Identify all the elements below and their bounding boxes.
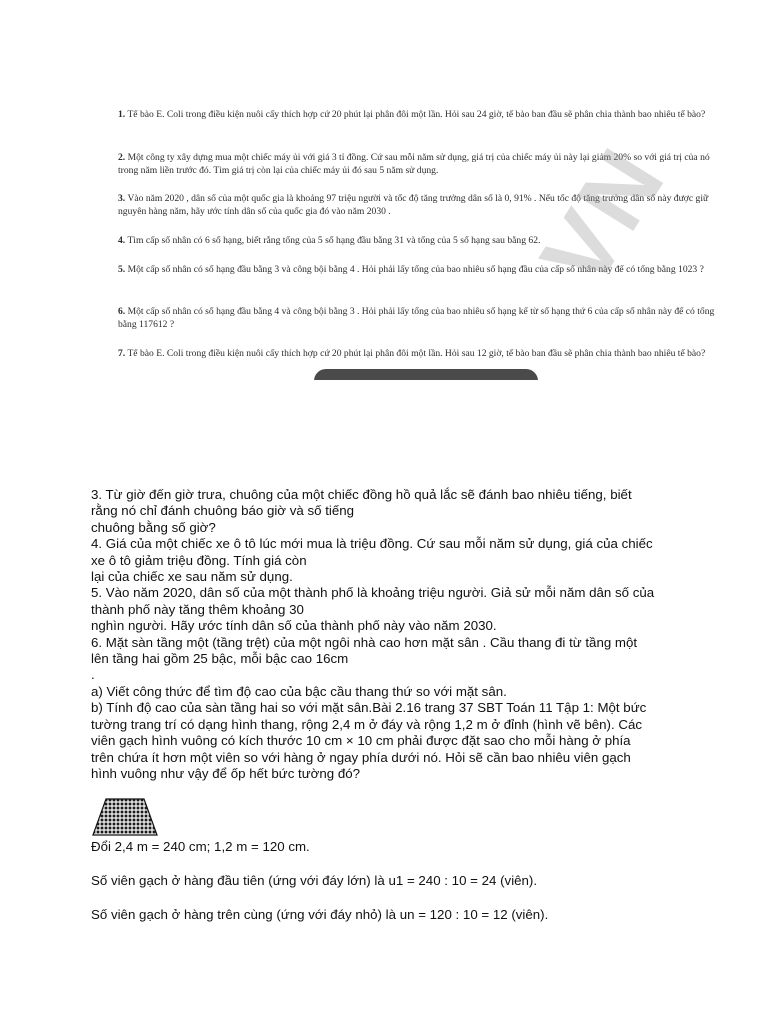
scan-exercise-number: 3.: [118, 193, 126, 204]
scan-exercise-5: [118, 263, 728, 276]
solution-first-row-count: Số viên gạch ở hàng đầu tiên (ứng với đáy lớn) là u1 = 240 : 10 = 24 (viên).: [91, 873, 538, 888]
scan-exercise-1: [118, 108, 728, 121]
paragraph-exercise-4: 4. Giá của một chiếc xe ô tô lúc mới mua là triệu đồng. Cứ sau mỗi năm sử dụng, giá của chiếc xe ô tô giảm triệu đồng. Tính giá còn lại của chiếc xe sau năm sử dụng.: [91, 536, 653, 585]
paragraph-exercise-6: 6. Mặt sàn tầng một (tầng trệt) của một ngôi nhà cao hơn mặt sân . Cầu thang đi từ tầng một lên tầng hai gồm 25 bậc, mỗi bậc cao 16cm .: [91, 634, 638, 683]
scan-exercise-number: 4.: [118, 235, 126, 246]
scan-exercise-text: Tìm cấp số nhân có 6 số hạng, biết rằng tổng của 5 số hạng đầu bằng 31 và tổng của 5 số hạng sau bằng 62.: [127, 235, 541, 246]
solution-unit-conversion: Đổi 2,4 m = 240 cm; 1,2 m = 120 cm.: [91, 839, 310, 854]
scan-exercise-number: 1.: [118, 109, 126, 120]
scan-exercise-number: 2.: [118, 152, 126, 163]
scan-exercise-2: [118, 151, 728, 177]
scan-exercise-text: Tế bào E. Coli trong điều kiện nuôi cấy thích hợp cứ 20 phút lại phân đôi một lần. Hỏi sau 12 giờ, tế bào ban đầu sẽ phân chia thành bao nhiêu tế bào?: [127, 348, 706, 359]
paragraph-exercise-5: 5. Vào năm 2020, dân số của một thành phố là khoảng triệu người. Giả sử mỗi năm dân số của thành phố này tăng thêm khoảng 30 nghìn người. Hãy ước tính dân số của thành phố này vào năm 2030.: [91, 585, 655, 634]
trapezoid-tile-wall-figure: [92, 798, 158, 836]
scan-exercise-number: 6.: [118, 306, 126, 317]
solution-top-row-count: Số viên gạch ở hàng trên cùng (ứng với đáy nhỏ) là un = 120 : 10 = 12 (viên).: [91, 907, 549, 922]
image-overlay-bar: [314, 369, 538, 380]
scan-exercise-7: [118, 347, 728, 360]
paragraph-exercise-3: 3. Từ giờ đến giờ trưa, chuông của một chiếc đồng hồ quả lắc sẽ đánh bao nhiêu tiếng, biết rằng nó chỉ đánh chuông báo giờ và số tiếng chuông bằng số giờ?: [91, 487, 632, 535]
scanned-exercise-image: [100, 98, 728, 380]
scan-exercise-text: Một cấp số nhân có số hạng đầu bằng 4 và công bội bằng 3 . Hỏi phải lấy tổng của bao nhiêu số hạng kể từ số hạng thứ 6 của cấp số nhân này để có tổng bằng 117612 ?: [118, 306, 715, 330]
paragraph-part-a: a) Viết công thức để tìm độ cao của bậc cầu thang thứ so với mặt sân.: [91, 683, 507, 699]
scan-exercise-6: [118, 305, 728, 331]
scan-exercise-4: [118, 234, 728, 247]
scan-exercise-3: [118, 192, 728, 218]
scan-exercise-text: Tế bào E. Coli trong điều kiện nuôi cấy thích hợp cứ 20 phút lại phân đôi một lần. Hỏi sau 24 giờ, tế bào ban đầu sẽ phân chia thành bao nhiêu tế bào?: [127, 109, 706, 120]
scan-exercise-text: Vào năm 2020 , dân số của một quốc gia là khoảng 97 triệu người và tốc độ tăng trưởng dân số là 0, 91% . Nếu tốc độ tăng trưởng dân số này được giữ nguyên hàng năm, hãy ước tính dân số của quốc gia đó vào năm 2030 .: [118, 193, 709, 217]
scan-exercise-number: 7.: [118, 348, 126, 359]
watermark-text: VN: [520, 128, 687, 306]
scan-exercise-text: Một công ty xây dựng mua một chiếc máy ủi với giá 3 tỉ đồng. Cứ sau mỗi năm sử dụng, giá trị của chiếc máy ủi này lại giảm 20% so với giá trị của nó trong năm liền trước đó. Tìm giá trị còn lại của chiếc máy ủi đó sau 5 năm sử dụng.: [118, 152, 710, 176]
paragraph-part-b: b) Tính độ cao của sàn tầng hai so với mặt sân.Bài 2.16 trang 37 SBT Toán 11 Tập 1: Một bức tường trang trí có dạng hình thang, rộng 2,4 m ở đáy và rộng 1,2 m ở đỉnh (hình vẽ bên). Các viên gạch hình vuông có kích thước 10 cm × 10 cm phải được đặt sao cho mỗi hàng ở phía trên chứa ít hơn một viên so với hàng ở ngay phía dưới nó. Hỏi sẽ cần bao nhiêu viên gạch hình vuông như vậy để ốp hết bức tường đó?: [91, 700, 647, 781]
exercise-text-block: [91, 487, 711, 782]
scan-exercise-text: Một cấp số nhân có số hạng đầu bằng 3 và công bội bằng 4 . Hỏi phải lấy tổng của bao nhiêu số hạng đầu của cấp số nhân này để có tổng bằng 1023 ?: [127, 264, 704, 275]
scan-exercise-number: 5.: [118, 264, 126, 275]
